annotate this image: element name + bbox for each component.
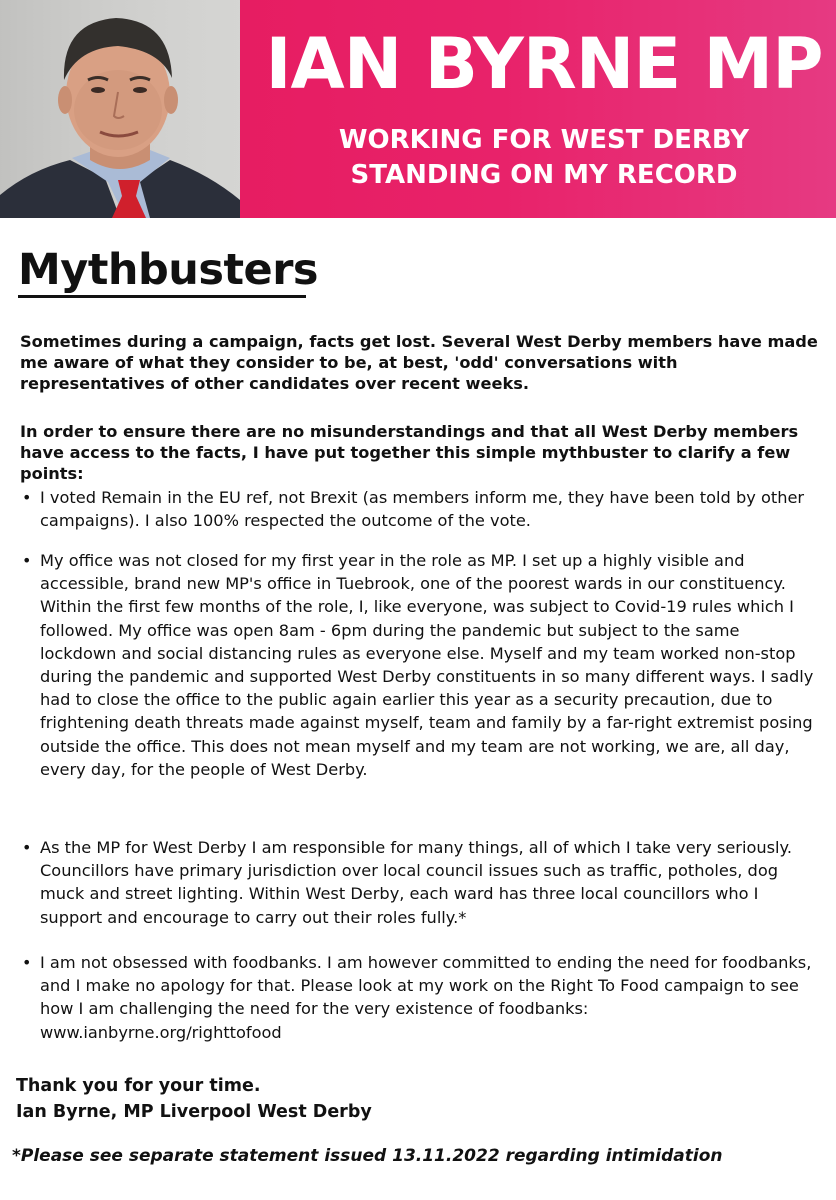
- heading-underline: [18, 295, 306, 298]
- list-item-text: I am not obsessed with foodbanks. I am however committed to ending the need for foodbanks, and I make no apology for that. Please look at my work on the Right To Food campaign to see how I am challenging the need for the very existence of foodbanks: www.ianbyrne.org/righttofood: [40, 953, 812, 1042]
- list-item: [20, 836, 820, 929]
- intro-paragraph-1: Sometimes during a campaign, facts get lost. Several West Derby members have made me aware of what they consider to be, at best, 'odd' conversations with representatives of other candidates over recent weeks.: [20, 332, 818, 393]
- page-heading: Mythbusters: [18, 245, 318, 295]
- intro-paragraph-2: In order to ensure there are no misunderstandings and that all West Derby members have access to the facts, I have put together this simple mythbuster to clarify a few points:: [20, 422, 799, 483]
- list-item-text: I voted Remain in the EU ref, not Brexit (as members inform me, they have been told by other campaigns). I also 100% respected the outcome of the vote.: [40, 488, 805, 531]
- tagline-line-2: STANDING ON MY RECORD: [350, 160, 738, 190]
- bullet-dot-icon: •: [22, 551, 32, 570]
- signoff-name: Ian Byrne, MP Liverpool West Derby: [16, 1102, 372, 1122]
- bullet-dot-icon: •: [22, 953, 32, 972]
- signoff-thanks: Thank you for your time.: [16, 1076, 261, 1096]
- bullet-dot-icon: •: [22, 838, 32, 857]
- list-item-text: My office was not closed for my first year in the role as MP. I set up a highly visible and accessible, brand new MP's office in Tuebrook, one of the poorest wards in our constituency. Within the first few months of the role, I, like everyone, was subject to Covid-19 rules which I followed. My office was open 8am - 6pm during the pandemic but subject to the same lockdown and social distancing rules as everyone else. Myself and my team worked non-stop during the pandemic and supported West Derby constituents in so many different ways. I sadly had to close the office to the public again earlier this year as a security precaution, due to frightening death threats made against myself, team and family by a far-right extremist posing outside the office. This does not mean myself and my team are not working, we are, all day, every day, for the people of West Derby.: [40, 551, 814, 779]
- list-item: [20, 486, 820, 532]
- list-item: [20, 549, 820, 781]
- tagline-line-1: WORKING FOR WEST DERBY: [338, 125, 750, 155]
- header-banner: [0, 0, 836, 218]
- footnote: *Please see separate statement issued 13.11.2022 regarding intimidation: [12, 1146, 723, 1166]
- mp-portrait-photo: [0, 0, 240, 218]
- list-item-text: As the MP for West Derby I am responsible for many things, all of which I take very seriously. Councillors have primary jurisdiction over local council issues such as traffic, potholes, dog muck and street lighting. Within West Derby, each ward has three local councillors who I support and encourage to carry out their roles fully.*: [40, 838, 792, 927]
- list-item: [20, 951, 820, 1044]
- bullet-dot-icon: •: [22, 488, 32, 507]
- mp-name-title: IAN BYRNE MP: [265, 23, 823, 105]
